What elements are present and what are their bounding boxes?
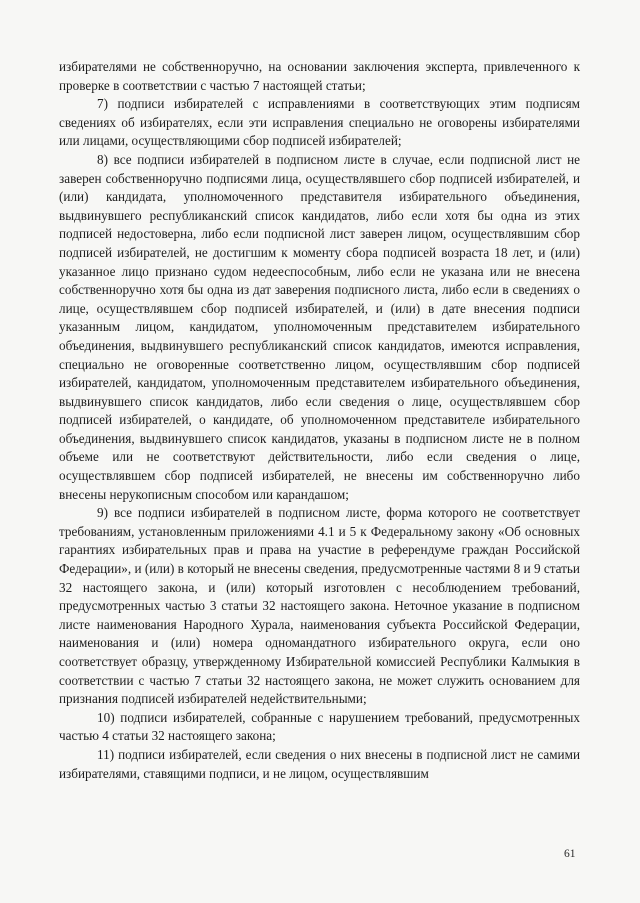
paragraph-item-7: 7) подписи избирателей с исправлениями в соответствующих этим подписям сведениях об избирателях, если эти исправления специально не оговорены избирателями или лицами, осуществляющими сбор подписей избирателей;: [59, 96, 580, 149]
document-body: [59, 58, 580, 783]
paragraph-item-10: 10) подписи избирателей, собранные с нарушением требований, предусмотренных частью 4 статьи 32 настоящего закона;: [59, 709, 580, 744]
page-number: 61: [564, 848, 576, 860]
paragraph-item-9: 9) все подписи избирателей в подписном листе, форма которого не соответствует требованиям, установленным приложениями 4.1 и 5 к Федеральному закону «Об основных гарантиях избирательных прав и права на участие в референдуме граждан Российской Федерации», и (или) в который не внесены сведения, предусмотренные частями 8 и 9 статьи 32 настоящего закона, и (или) который изготовлен с несоблюдением требований, предусмотренных частью 3 статьи 32 настоящего закона. Неточное указание в подписном листе наименования Народного Хурала, наименования субъекта Российской Федерации, наименования и (или) номера одномандатного избирательного округа, если оно соответствует образцу, утвержденному Избирательной комиссией Республики Калмыкия в соответствии с частью 7 статьи 32 настоящего закона, не может служить основанием для признания подписей избирателей недействительными;: [59, 505, 580, 707]
paragraph-item-8: 8) все подписи избирателей в подписном листе в случае, если подписной лист не заверен собственноручно подписями лица, осуществлявшего сбор подписей избирателей, и (или) кандидата, уполномоченного представителя избирательного объединения, выдвинувшего республиканский список кандидатов, либо если хотя бы одна из этих подписей недостоверна, либо если подписной лист заверен лицом, осуществлявшим сбор подписей избирателей, не достигшим к моменту сбора подписей возраста 18 лет, и (или) указанное лицо признано судом недееспособным, либо если не указана или не внесена собственноручно хотя бы одна из дат заверения подписного листа, либо если в сведениях о лице, осуществлявшем сбор подписей избирателей, и (или) в дате внесения подписи указанным лицом, кандидатом, уполномоченным представителем избирательного объединения, выдвинувшего республиканский список кандидатов, имеются исправления, специально не оговоренные соответственно лицом, осуществлявшим сбор подписей избирателей, кандидатом, уполномоченным представителем избирательного объединения, выдвинувшего список кандидатов, либо если сведения о лице, осуществлявшем сбор подписей избирателей, о кандидате, об уполномоченном представителе избирательного объединения, выдвинувшего список кандидатов, указаны в подписном листе не в полном объеме или не соответствуют действительности, либо если сведения о лице, осуществлявшем сбор подписей избирателей, не внесены им собственноручно либо внесены нерукописным способом или карандашом;: [59, 151, 580, 502]
paragraph-item-11: 11) подписи избирателей, если сведения о них внесены в подписной лист не самими избирателями, ставящими подписи, и не лицом, осуществлявшим: [59, 746, 580, 781]
paragraph-continuation: избирателями не собственноручно, на основании заключения эксперта, привлеченного к проверке в соответствии с частью 7 настоящей статьи;: [59, 59, 580, 93]
